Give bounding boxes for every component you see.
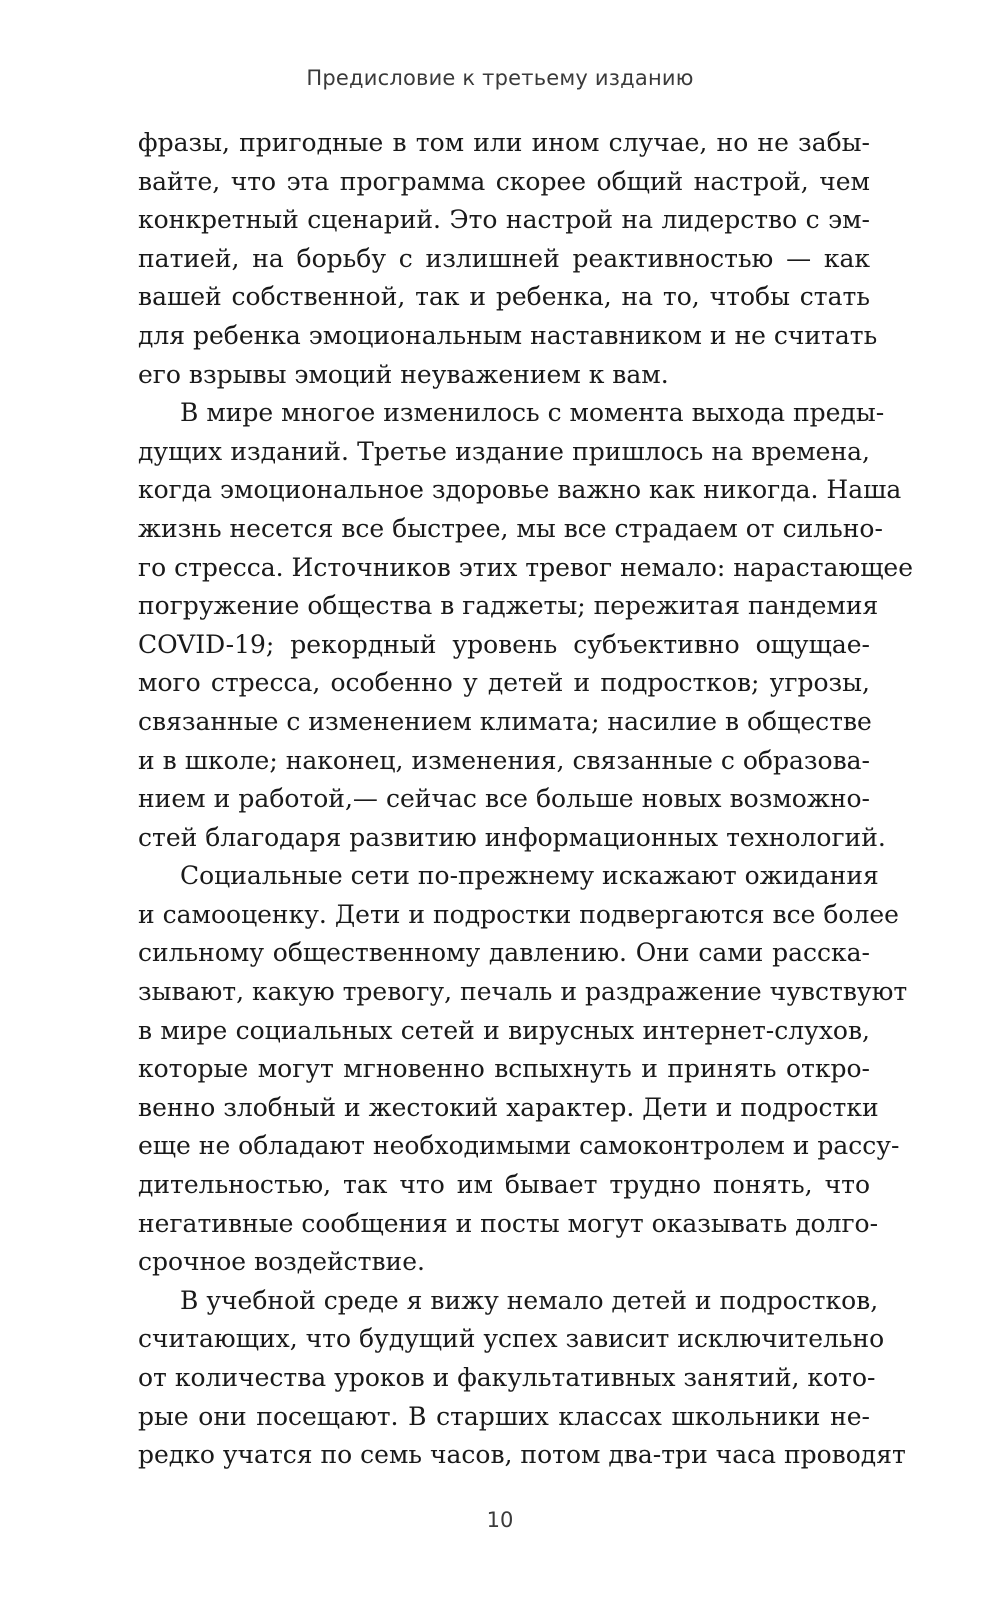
text-line: связанные с изменением климата; насилие в обществе bbox=[138, 706, 872, 736]
paragraph-3 bbox=[138, 857, 908, 1282]
text-line: сильному общественному давлению. Они сами расска- bbox=[138, 938, 870, 968]
paragraph-4 bbox=[138, 1282, 906, 1475]
text-line: срочное воздействие. bbox=[138, 1247, 425, 1277]
body-text bbox=[138, 124, 914, 1475]
text-line: и в школе; наконец, изменения, связанные с образова- bbox=[138, 745, 870, 775]
text-line: жизнь несется все быстрее, мы все страдаем от сильно- bbox=[138, 513, 883, 543]
text-line: В мире многое изменилось с момента выхода преды- bbox=[180, 398, 885, 428]
page-number: 10 bbox=[486, 1508, 514, 1532]
text-line: дительностью, так что им бывает трудно понять, что bbox=[138, 1170, 870, 1200]
text-line: дущих изданий. Третье издание пришлось на времена, bbox=[138, 436, 870, 466]
text-line: для ребенка эмоциональным наставником и не считать bbox=[138, 320, 878, 350]
text-line: Социальные сети по-прежнему искажают ожидания bbox=[180, 861, 879, 891]
text-line: и самооценку. Дети и подростки подвергаются все более bbox=[138, 899, 899, 929]
text-line: венно злобный и жестокий характер. Дети и подростки bbox=[138, 1092, 879, 1122]
text-line: погружение общества в гаджеты; пережитая пандемия bbox=[138, 591, 879, 621]
text-line: которые могут мгновенно вспыхнуть и принять откро- bbox=[138, 1054, 870, 1084]
text-line: патией, на борьбу с излишней реактивностью — как bbox=[138, 243, 870, 273]
text-line: фразы, пригодные в том или ином случае, но не забы- bbox=[138, 128, 870, 157]
text-line: COVID-19; рекордный уровень субъективно ощущае- bbox=[138, 629, 870, 659]
text-line: вашей собственной, так и ребенка, на то, чтобы стать bbox=[138, 282, 870, 312]
paragraph-2 bbox=[138, 394, 914, 857]
text-line: еще не обладают необходимыми самоконтролем и рассу- bbox=[138, 1131, 900, 1161]
running-head: Предисловие к третьему изданию bbox=[306, 66, 694, 90]
text-line: считающих, что будущий успех зависит исключительно bbox=[138, 1324, 885, 1354]
text-line: В учебной среде я вижу немало детей и подростков, bbox=[180, 1285, 879, 1315]
text-line: вайте, что эта программа скорее общий настрой, чем bbox=[138, 166, 870, 196]
paragraph-1 bbox=[138, 124, 878, 394]
text-line: рые они посещают. В старших классах школьники не- bbox=[138, 1401, 870, 1431]
text-line: нием и работой,— сейчас все больше новых возможно- bbox=[138, 784, 870, 814]
text-line: его взрывы эмоций неуважением к вам. bbox=[138, 359, 669, 389]
text-line: стей благодаря развитию информационных технологий. bbox=[138, 822, 886, 852]
text-line: негативные сообщения и посты могут оказывать долго- bbox=[138, 1208, 879, 1238]
text-line: от количества уроков и факультативных занятий, кото- bbox=[138, 1363, 876, 1392]
text-line: го стресса. Источников этих тревог немало: нарастающее bbox=[138, 552, 914, 582]
text-line: в мире социальных сетей и вирусных интернет-слухов, bbox=[138, 1015, 870, 1045]
text-line: зывают, какую тревогу, печаль и раздражение чувствуют bbox=[138, 977, 908, 1007]
text-line: редко учатся по семь часов, потом два-три часа проводят bbox=[138, 1440, 906, 1470]
text-line: мого стресса, особенно у детей и подростков; угрозы, bbox=[138, 668, 870, 698]
text-line: когда эмоциональное здоровье важно как никогда. Наша bbox=[138, 475, 902, 505]
text-line: конкретный сценарий. Это настрой на лидерство с эм- bbox=[138, 205, 870, 235]
